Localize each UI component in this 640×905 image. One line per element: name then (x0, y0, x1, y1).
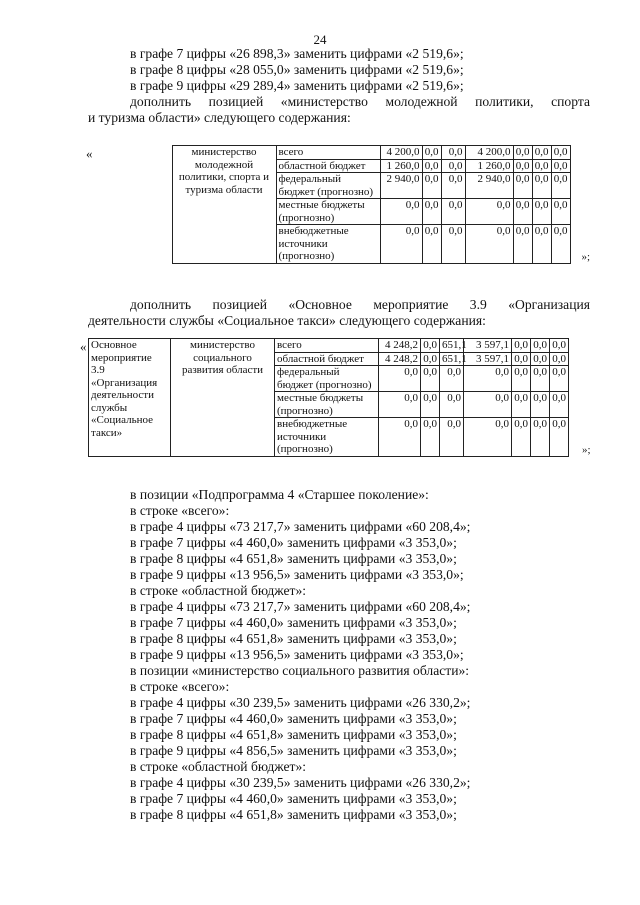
cell: 0,0 (512, 392, 531, 418)
text-line: в строке «областной бюджет»: (130, 759, 307, 774)
text-line: в графе 4 цифры «30 239,5» заменить цифрами «26 330,2»; (130, 775, 471, 790)
cell: 0,0 (421, 339, 440, 353)
cell: 0,0 (551, 199, 570, 225)
cell: 0,0 (512, 418, 531, 457)
cell: 0,0 (421, 352, 440, 366)
empty-cell (570, 173, 592, 199)
cell: 0,0 (531, 366, 550, 392)
row-label: внебюджетные источники (прогнозно) (275, 418, 379, 457)
cell: 0,0 (513, 159, 532, 173)
row-label: местные бюджеты (прогнозно) (276, 199, 380, 225)
cell: 0,0 (551, 225, 570, 264)
measure-cell: Основное мероприятие 3.9 «Организация деятельности службы «Социальное такси» (89, 339, 171, 457)
cell: 0,0 (550, 418, 569, 457)
cell: 0,0 (531, 339, 550, 353)
table-row (96, 146, 592, 160)
text-line: в графе 8 цифры «4 651,8» заменить цифрами «3 353,0»; (130, 551, 457, 566)
cell: 0,0 (551, 173, 570, 199)
cell: 0,0 (422, 173, 441, 199)
responsible-cell: министерство молодежной политики, спорта и туризма области (172, 146, 276, 264)
cell: 0,0 (464, 418, 512, 457)
row-label: федеральный бюджет (прогнозно) (276, 173, 380, 199)
empty-cell (570, 146, 592, 160)
cell: 0,0 (421, 366, 440, 392)
cell: 0,0 (532, 146, 551, 160)
text-line: в графе 7 цифры «4 460,0» заменить цифрами «3 353,0»; (130, 791, 457, 806)
row-label: областной бюджет (276, 159, 380, 173)
cell: 0,0 (421, 418, 440, 457)
close-quote: »; (581, 250, 590, 263)
cell: 0,0 (380, 225, 422, 264)
cell: 3 597,1 (464, 339, 512, 353)
cell: 651,1 (440, 352, 464, 366)
text-line: в графе 9 цифры «4 856,5» заменить цифрами «3 353,0»; (130, 743, 457, 758)
empty-cell (569, 339, 593, 353)
cell: 0,0 (512, 366, 531, 392)
row-label: всего (275, 339, 379, 353)
cell: 0,0 (532, 199, 551, 225)
cell: 0,0 (379, 418, 421, 457)
empty-cell (569, 366, 593, 392)
cell: 1 260,0 (465, 159, 513, 173)
cell: 0,0 (532, 173, 551, 199)
cell: 4 200,0 (380, 146, 422, 160)
cell: 0,0 (440, 392, 464, 418)
empty-cell (96, 146, 172, 264)
cell: 0,0 (379, 366, 421, 392)
cell: 0,0 (513, 225, 532, 264)
cell: 0,0 (513, 146, 532, 160)
cell: 0,0 (422, 225, 441, 264)
cell: 0,0 (441, 199, 465, 225)
text-line: в графе 9 цифры «13 956,5» заменить цифрами «3 353,0»; (130, 567, 464, 582)
text-line: в графе 7 цифры «4 460,0» заменить цифрами «3 353,0»; (130, 535, 457, 550)
cell: 0,0 (441, 225, 465, 264)
empty-cell (570, 199, 592, 225)
cell: 0,0 (531, 392, 550, 418)
cell: 0,0 (551, 159, 570, 173)
cell: 0,0 (422, 159, 441, 173)
cell: 3 597,1 (464, 352, 512, 366)
text-line: в графе 4 цифры «73 217,7» заменить цифрами «60 208,4»; (130, 519, 471, 534)
cell: 2 940,0 (465, 173, 513, 199)
cell: 0,0 (550, 352, 569, 366)
text-line: в графе 4 цифры «73 217,7» заменить цифрами «60 208,4»; (130, 599, 471, 614)
cell: 0,0 (531, 352, 550, 366)
close-quote: »; (581, 443, 591, 456)
text-line: в графе 9 цифры «29 289,4» заменить цифрами «2 519,6»; (130, 78, 464, 93)
cell: 0,0 (422, 146, 441, 160)
cell: 4 248,2 (379, 339, 421, 353)
text-line: в строке «всего»: (130, 503, 230, 518)
cell: 0,0 (441, 146, 465, 160)
cell: 0,0 (532, 159, 551, 173)
row-label: всего (276, 146, 380, 160)
cell: 4 200,0 (465, 146, 513, 160)
page-number: 24 (313, 32, 327, 47)
text-line: в строке «всего»: (130, 679, 230, 694)
empty-cell (569, 352, 593, 366)
text-line: в графе 8 цифры «28 055,0» заменить цифрами «2 519,6»; (130, 62, 464, 77)
cell: 0,0 (512, 339, 531, 353)
table-social-taxi (88, 338, 593, 457)
cell: 0,0 (465, 199, 513, 225)
cell: 0,0 (421, 392, 440, 418)
cell: 0,0 (513, 199, 532, 225)
cell: 0,0 (440, 418, 464, 457)
cell: 0,0 (550, 392, 569, 418)
cell: 651,1 (440, 339, 464, 353)
cell: 0,0 (550, 339, 569, 353)
empty-cell (569, 392, 593, 418)
text-line: в графе 8 цифры «4 651,8» заменить цифрами «3 353,0»; (130, 631, 457, 646)
open-quote: « (80, 339, 87, 354)
text-line: в графе 8 цифры «4 651,8» заменить цифрами «3 353,0»; (130, 807, 457, 822)
cell: 0,0 (464, 392, 512, 418)
responsible-cell: министерство социального развития области (171, 339, 275, 457)
cell: 0,0 (550, 366, 569, 392)
cell: 0,0 (464, 366, 512, 392)
cell: 0,0 (380, 199, 422, 225)
row-label: областной бюджет (275, 352, 379, 366)
cell: 0,0 (512, 352, 531, 366)
paragraph-line: дополнить позицией «Основное мероприятие 3.9 «Организация (130, 297, 590, 312)
text-line: в графе 7 цифры «4 460,0» заменить цифрами «3 353,0»; (130, 615, 457, 630)
open-quote: « (86, 146, 93, 161)
cell: 0,0 (441, 173, 465, 199)
table-row (89, 339, 593, 353)
cell: 1 260,0 (380, 159, 422, 173)
cell: 0,0 (551, 146, 570, 160)
text-line: в графе 7 цифры «4 460,0» заменить цифрами «3 353,0»; (130, 711, 457, 726)
cell: 0,0 (513, 173, 532, 199)
cell: 0,0 (465, 225, 513, 264)
paragraph-line: и туризма области» следующего содержания: (88, 110, 351, 125)
row-label: местные бюджеты (прогнозно) (275, 392, 379, 418)
cell: 0,0 (532, 225, 551, 264)
text-line: в позиции «министерство социального развития области»: (130, 663, 470, 678)
row-label: внебюджетные источники (прогнозно) (276, 225, 380, 264)
cell: 0,0 (440, 366, 464, 392)
cell: 0,0 (531, 418, 550, 457)
text-line: в графе 7 цифры «26 898,3» заменить цифрами «2 519,6»; (130, 46, 464, 61)
row-label: федеральный бюджет (прогнозно) (275, 366, 379, 392)
cell: 0,0 (379, 392, 421, 418)
paragraph-line: дополнить позицией «министерство молодежной политики, спорта (130, 94, 590, 109)
cell: 0,0 (441, 159, 465, 173)
empty-cell (570, 159, 592, 173)
paragraph-line: деятельности службы «Социальное такси» следующего содержания: (88, 313, 486, 328)
text-line: в строке «областной бюджет»: (130, 583, 307, 598)
text-line: в графе 4 цифры «30 239,5» заменить цифрами «26 330,2»; (130, 695, 471, 710)
cell: 0,0 (422, 199, 441, 225)
cell: 2 940,0 (380, 173, 422, 199)
cell: 4 248,2 (379, 352, 421, 366)
text-line: в графе 9 цифры «13 956,5» заменить цифрами «3 353,0»; (130, 647, 464, 662)
text-line: в позиции «Подпрограмма 4 «Старшее поколение»: (130, 487, 429, 502)
text-line: в графе 8 цифры «4 651,8» заменить цифрами «3 353,0»; (130, 727, 457, 742)
table-ministry-youth (96, 145, 592, 264)
